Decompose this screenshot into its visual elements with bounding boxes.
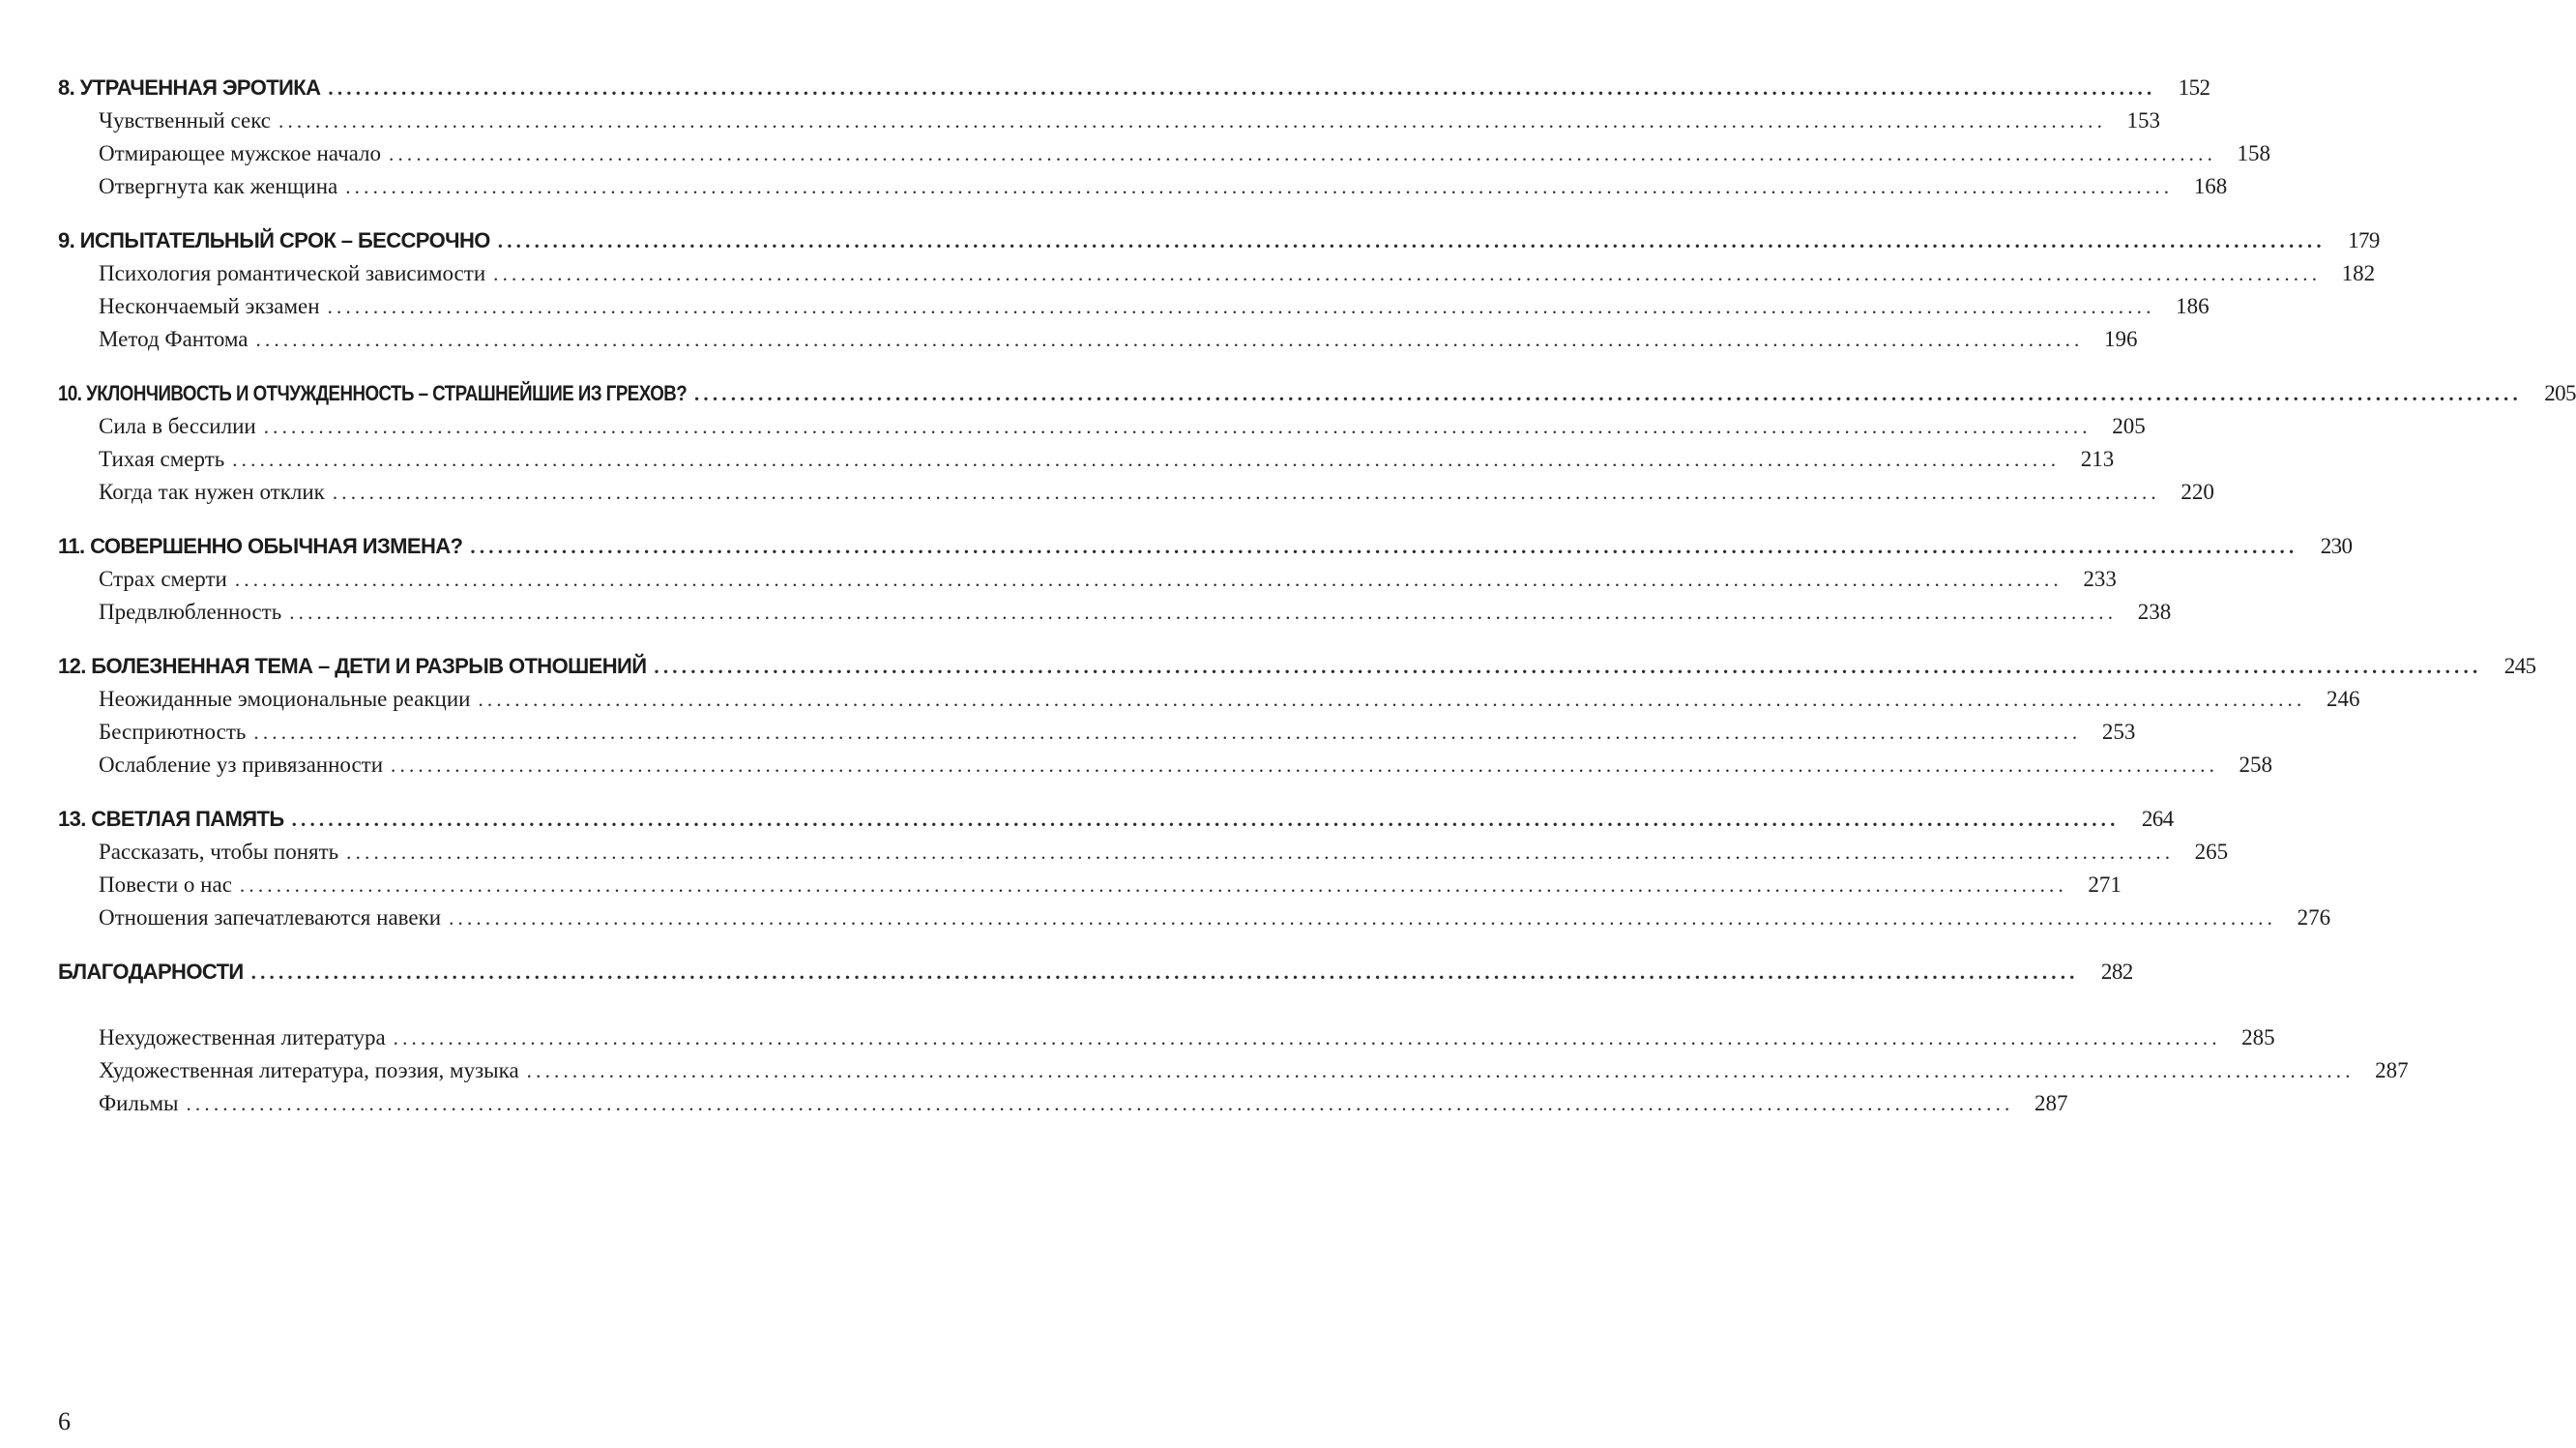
section-entry xyxy=(58,1025,2275,1058)
section-entry xyxy=(58,1091,2068,1124)
chapter-title: 9. ИСПЫТАТЕЛЬНЫЙ СРОК – БЕССРОЧНО xyxy=(58,228,490,252)
chapter-heading xyxy=(58,75,2210,108)
chapter-page: 230 xyxy=(2320,534,2353,558)
leader-dots: ........................................................................................................................................................................................................ xyxy=(654,655,2482,678)
section-page: 246 xyxy=(2326,687,2360,711)
section-title: Метод Фантома xyxy=(99,327,249,351)
section-title: Рассказать, чтобы понять xyxy=(99,840,339,864)
chapter-heading xyxy=(58,534,2353,567)
leader-dots: ........................................................................................................................................................................................................ xyxy=(327,295,2155,318)
section-entry xyxy=(58,567,2117,600)
section-title: Когда так нужен отклик xyxy=(99,480,325,504)
section-page: 220 xyxy=(2181,480,2214,504)
leader-dots: ........................................................................................................................................................................................................ xyxy=(693,382,2522,405)
chapter-title: 10. УКЛОНЧИВОСТЬ И ОТЧУЖДЕННОСТЬ – СТРАШНЕЙШИЕ ИЗ ГРЕХОВ? xyxy=(58,381,688,405)
page-number: 6 xyxy=(58,1407,71,1435)
leader-dots: ........................................................................................................................................................................................................ xyxy=(345,175,2174,198)
leader-dots: ........................................................................................................................................................................................................ xyxy=(478,688,2306,711)
leader-dots: ........................................................................................................................................................................................................ xyxy=(346,841,2175,864)
section-entry xyxy=(58,294,2210,327)
section-entry xyxy=(58,905,2331,938)
leader-dots: ........................................................................................................................................................................................................ xyxy=(255,328,2084,351)
section-entry xyxy=(58,1058,2409,1091)
section-title: Сила в бессилии xyxy=(99,414,256,438)
section-title: Ослабление уз привязанности xyxy=(99,753,384,777)
leader-dots: ........................................................................................................................................................................................................ xyxy=(253,721,2082,744)
toc-chapter-10 xyxy=(58,381,2576,513)
section-entry xyxy=(58,600,2172,633)
section-page: 287 xyxy=(2375,1058,2409,1082)
chapter-title: 8. УТРАЧЕННАЯ ЭРОТИКА xyxy=(58,75,321,100)
section-page: 182 xyxy=(2341,261,2376,285)
leader-dots: ........................................................................................................................................................................................................ xyxy=(389,142,2217,165)
section-title: Неожиданные эмоциональные реакции xyxy=(99,687,471,711)
chapter-page: 205 xyxy=(2544,381,2576,405)
section-entry xyxy=(58,141,2271,174)
chapter-heading xyxy=(58,960,2133,992)
leader-dots: ........................................................................................................................................................................................................ xyxy=(493,262,2322,285)
blank-line xyxy=(58,992,803,1025)
section-page: 258 xyxy=(2239,753,2273,777)
leader-dots: ........................................................................................................................................................................................................ xyxy=(234,568,2063,591)
section-entry xyxy=(58,108,2161,141)
leader-dots: ........................................................................................................................................................................................................ xyxy=(449,906,2277,930)
section-title: Чувственный секс xyxy=(99,108,272,133)
leader-dots: ........................................................................................................................................................................................................ xyxy=(186,1092,2014,1115)
section-page: 287 xyxy=(2034,1091,2068,1115)
section-entry xyxy=(58,447,2115,480)
section-page: 196 xyxy=(2104,327,2138,351)
section-entry xyxy=(58,840,2229,872)
section-title: Фильмы xyxy=(99,1091,179,1115)
section-page: 158 xyxy=(2237,141,2271,165)
toc-chapter-11 xyxy=(58,534,2353,633)
leader-dots: ........................................................................................................................................................................................................ xyxy=(278,109,2107,133)
leader-dots: ........................................................................................................................................................................................................ xyxy=(328,76,2156,100)
leader-dots: ........................................................................................................................................................................................................ xyxy=(391,754,2219,777)
section-page: 168 xyxy=(2193,174,2228,198)
section-page: 153 xyxy=(2126,108,2161,133)
chapter-heading xyxy=(58,381,2576,414)
section-page: 205 xyxy=(2112,414,2146,438)
section-page: 238 xyxy=(2137,600,2172,624)
section-entry xyxy=(58,174,2228,207)
leader-dots: ........................................................................................................................................................................................................ xyxy=(497,229,2326,252)
section-title: Психология романтической зависимости xyxy=(99,261,486,285)
section-page: 276 xyxy=(2297,905,2331,930)
section-title: Нехудожественная литература xyxy=(99,1025,386,1049)
leader-dots: ........................................................................................................................................................................................................ xyxy=(470,535,2298,558)
leader-dots: ........................................................................................................................................................................................................ xyxy=(263,415,2092,438)
leader-dots: ........................................................................................................................................................................................................ xyxy=(239,873,2067,897)
leader-dots: ........................................................................................................................................................................................................ xyxy=(526,1059,2355,1082)
section-page: 186 xyxy=(2176,294,2210,318)
section-entry xyxy=(58,753,2273,785)
section-page: 253 xyxy=(2101,720,2136,744)
section-title: Отвергнута как женщина xyxy=(99,174,338,198)
toc-chapter-9 xyxy=(58,228,2380,360)
section-title: Предвлюбленность xyxy=(99,600,282,624)
section-entry xyxy=(58,327,2138,360)
section-title: Бесприютность xyxy=(99,720,247,744)
section-page: 271 xyxy=(2088,872,2122,897)
toc-chapter-13 xyxy=(58,807,2331,938)
chapter-heading xyxy=(58,807,2174,840)
toc-chapter-8 xyxy=(58,75,2271,207)
section-entry xyxy=(58,872,2122,905)
toc-chapter-12 xyxy=(58,654,2536,785)
chapter-page: 282 xyxy=(2100,960,2133,984)
section-page: 285 xyxy=(2241,1025,2275,1049)
chapter-page: 245 xyxy=(2503,654,2536,678)
toc-acknowledgements xyxy=(58,960,2409,1124)
leader-dots: ........................................................................................................................................................................................................ xyxy=(393,1026,2221,1049)
section-page: 265 xyxy=(2194,840,2229,864)
leader-dots: ........................................................................................................................................................................................................ xyxy=(232,448,2061,471)
section-page: 233 xyxy=(2083,567,2117,591)
section-entry xyxy=(58,687,2360,720)
section-page: 213 xyxy=(2080,447,2115,471)
section-title: Страх смерти xyxy=(99,567,227,591)
chapter-title: 11. СОВЕРШЕННО ОБЫЧНАЯ ИЗМЕНА? xyxy=(58,534,463,558)
section-entry xyxy=(58,720,2136,753)
section-title: Нескончаемый экзамен xyxy=(99,294,320,318)
chapter-page: 264 xyxy=(2141,807,2174,831)
chapter-page: 152 xyxy=(2178,75,2210,100)
leader-dots: ........................................................................................................................................................................................................ xyxy=(289,601,2118,624)
chapter-title: БЛАГОДАРНОСТИ xyxy=(58,960,244,984)
chapter-heading xyxy=(58,654,2536,687)
section-title: Повести о нас xyxy=(99,872,232,897)
leader-dots: ........................................................................................................................................................................................................ xyxy=(291,808,2120,831)
section-title: Тихая смерть xyxy=(99,447,225,471)
section-entry xyxy=(58,414,2146,447)
section-title: Отмирающее мужское начало xyxy=(99,141,382,165)
leader-dots: ........................................................................................................................................................................................................ xyxy=(332,481,2160,504)
section-entry xyxy=(58,261,2376,294)
chapter-title: 13. СВЕТЛАЯ ПАМЯТЬ xyxy=(58,807,284,831)
section-title: Художественная литература, поэзия, музыка xyxy=(99,1058,519,1082)
chapter-heading xyxy=(58,228,2380,261)
chapter-title: 12. БОЛЕЗНЕННАЯ ТЕМА – ДЕТИ И РАЗРЫВ ОТНОШЕНИЙ xyxy=(58,654,647,678)
section-title: Отношения запечатлеваются навеки xyxy=(99,905,442,930)
section-entry xyxy=(58,480,2214,513)
table-of-contents xyxy=(58,75,2576,1145)
chapter-page: 179 xyxy=(2348,228,2380,252)
leader-dots: ........................................................................................................................................................................................................ xyxy=(250,960,2079,984)
